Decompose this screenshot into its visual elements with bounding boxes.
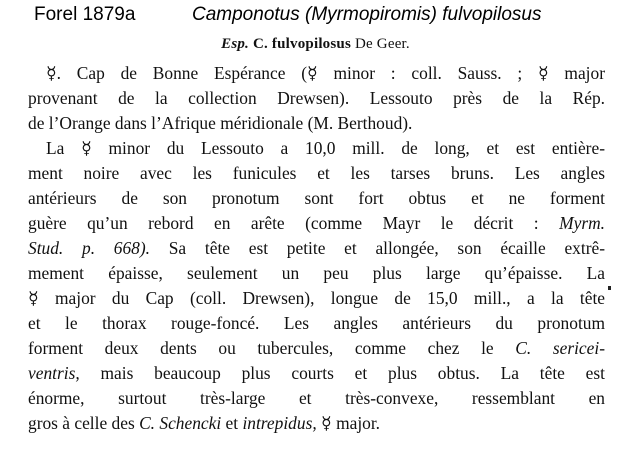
text-line bbox=[28, 412, 605, 434]
text-line bbox=[28, 212, 605, 234]
text-line: ☿ major du Cap (coll. Drewsen), longue de 15,0 mill., a la tête bbox=[28, 288, 605, 308]
citation-label: Forel 1879a bbox=[34, 4, 136, 25]
text-line: provenant de la collection Drewsen). Lessouto près de la Rép. bbox=[28, 88, 605, 108]
text-fragment: guère qu’un rebord en arête (comme Mayr le décrit : bbox=[28, 213, 539, 233]
text-line: mement épaisse, seulement un peu plus large qu’épaisse. La bbox=[28, 263, 605, 283]
species-heading bbox=[0, 36, 631, 53]
heading-author: De Geer. bbox=[354, 36, 410, 52]
text-line bbox=[28, 237, 605, 259]
text-fragment: gros à celle des bbox=[28, 413, 135, 433]
text-fragment: forment deux dents ou tubercules, comme chez le bbox=[28, 338, 494, 358]
text-line: de l’Orange dans l’Afrique méridionale (M. Berthoud). bbox=[28, 113, 413, 133]
text-line: et le thorax rouge-foncé. Les angles antérieurs du pronotum bbox=[28, 313, 605, 333]
text-line: La ☿ minor du Lessouto a 10,0 mill. de long, et est entière- bbox=[46, 138, 605, 158]
text-line: énorme, surtout très-large et très-convexe, ressemblant en bbox=[28, 388, 605, 408]
text-fragment: Sa tête est petite et allongée, son écaille extrê- bbox=[168, 238, 605, 258]
text-line: ☿. Cap de Bonne Espérance (☿ minor : coll. Sauss. ; ☿ major bbox=[46, 63, 605, 83]
text-fragment: C. sericei- bbox=[515, 338, 605, 358]
text-fragment: ☿ major. bbox=[321, 413, 381, 433]
scan-speck bbox=[608, 286, 611, 290]
text-fragment: Stud. p. 668). bbox=[28, 238, 151, 258]
taxon-label: Camponotus (Myrmopiromis) fulvopilosus bbox=[192, 4, 542, 25]
heading-esp: Esp. bbox=[221, 36, 250, 52]
text-fragment: ventris, bbox=[28, 363, 80, 383]
text-fragment: Myrm. bbox=[559, 213, 605, 233]
text-line bbox=[28, 362, 605, 384]
text-line: antérieurs de son pronotum sont fort obtus et ne forment bbox=[28, 188, 605, 208]
text-line: ment noire avec les funicules et les tarses bruns. Les angles bbox=[28, 163, 605, 183]
text-fragment: intrepidus, bbox=[242, 413, 317, 433]
text-line bbox=[28, 337, 605, 359]
text-fragment: mais beaucoup plus courts et plus obtus. La tête est bbox=[100, 363, 605, 383]
text-fragment: C. Schencki bbox=[139, 413, 222, 433]
text-fragment: et bbox=[225, 413, 239, 433]
heading-species: C. fulvopilosus bbox=[252, 36, 352, 52]
